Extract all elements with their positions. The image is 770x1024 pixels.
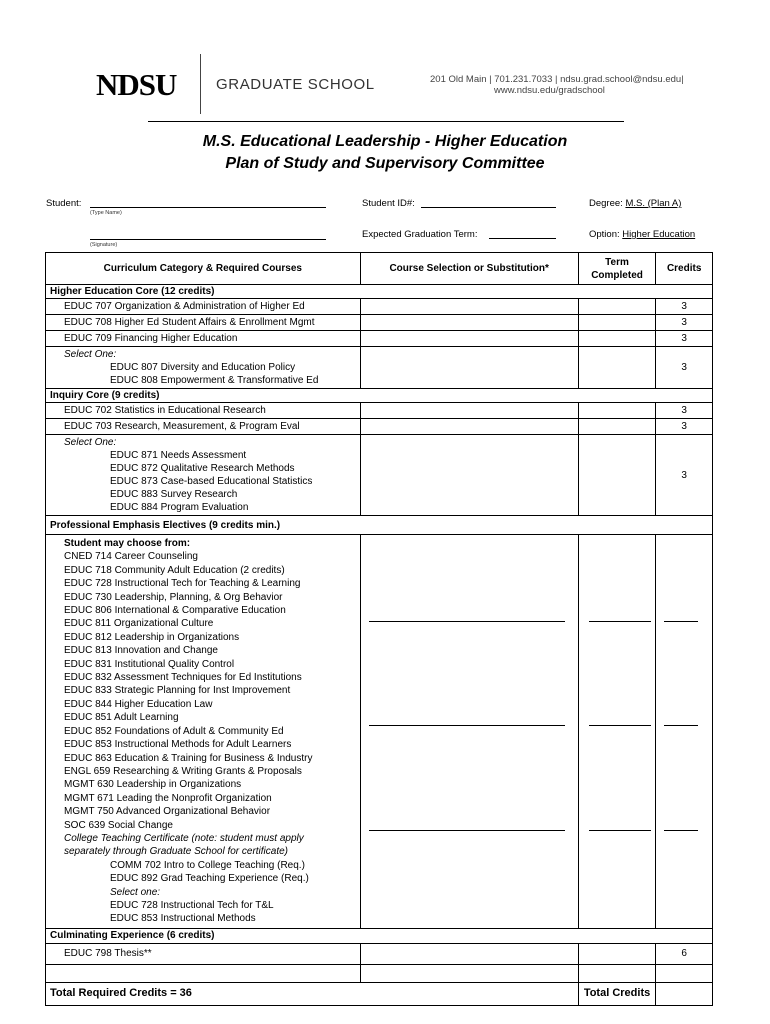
- list-item: EDUC 730 Leadership, Planning, & Org Behavior: [64, 591, 283, 603]
- empty-cell[interactable]: [578, 964, 656, 982]
- empty-cell[interactable]: [46, 964, 361, 982]
- elective-selection-blank-1[interactable]: [369, 621, 565, 622]
- table-row: [46, 285, 713, 299]
- course-educ-702: EDUC 702 Statistics in Educational Research: [46, 403, 361, 419]
- header-selection: Course Selection or Substitution*: [360, 253, 578, 285]
- table-row: [46, 516, 713, 535]
- list-item: EDUC 863 Education & Training for Business & Industry: [64, 752, 313, 764]
- course-educ-808: EDUC 808 Empowerment & Transformative Ed: [110, 375, 319, 386]
- header-curriculum: Curriculum Category & Required Courses: [46, 253, 361, 285]
- credits-cell: 3: [656, 419, 713, 435]
- page-subtitle: Plan of Study and Supervisory Committee: [225, 155, 545, 172]
- list-item: EDUC 728 Instructional Tech for Teaching & Learning: [64, 578, 301, 590]
- selection-cell[interactable]: [360, 347, 578, 389]
- total-credits-value[interactable]: [656, 982, 713, 1005]
- header-term: Term Completed: [578, 253, 656, 285]
- expected-grad-line[interactable]: [489, 238, 556, 239]
- selection-cell[interactable]: [360, 299, 578, 315]
- course-educ-872: EDUC 872 Qualitative Research Methods: [110, 463, 295, 474]
- core-select-cell: [46, 347, 361, 389]
- table-row: [46, 347, 713, 389]
- degree-value: M.S. (Plan A): [625, 198, 682, 209]
- credits-cell: 3: [656, 331, 713, 347]
- term-cell[interactable]: [578, 299, 656, 315]
- list-item: MGMT 630 Leadership in Organizations: [64, 779, 242, 791]
- term-cell[interactable]: [578, 403, 656, 419]
- list-item: EDUC 813 Innovation and Change: [64, 645, 218, 657]
- table-row: [46, 435, 713, 516]
- credits-cell: 3: [656, 403, 713, 419]
- elective-selection-blank-3[interactable]: [369, 830, 565, 831]
- list-item: ENGL 659 Researching & Writing Grants & Proposals: [64, 765, 302, 777]
- table-header-row: [46, 253, 713, 285]
- option-value: Higher Education: [622, 229, 696, 240]
- student-id-label: Student ID#:: [362, 198, 415, 209]
- table-row: [46, 535, 713, 929]
- elective-selection-blank-2[interactable]: [369, 725, 565, 726]
- total-required-credits: Total Required Credits = 36: [46, 982, 579, 1005]
- selection-cell[interactable]: [360, 403, 578, 419]
- degree-field: [589, 198, 681, 209]
- course-comm-702: COMM 702 Intro to College Teaching (Req.): [110, 859, 305, 871]
- list-item: EDUC 851 Adult Learning: [64, 712, 179, 724]
- electives-intro: Student may choose from:: [64, 538, 191, 549]
- course-educ-798: EDUC 798 Thesis**: [46, 943, 361, 964]
- list-item: EDUC 806 International & Comparative Education: [64, 605, 286, 617]
- table-row: [46, 315, 713, 331]
- expected-grad-label: Expected Graduation Term:: [362, 229, 478, 240]
- elective-credits-blank-2[interactable]: [664, 725, 698, 726]
- elective-credits-cell[interactable]: [656, 535, 713, 929]
- totals-row: [46, 982, 713, 1005]
- core-select-label: Select One:: [64, 349, 117, 360]
- cert-note-1: College Teaching Certificate (note: student must apply: [64, 832, 304, 844]
- course-educ-884: EDUC 884 Program Evaluation: [110, 502, 249, 513]
- course-educ-807: EDUC 807 Diversity and Education Policy: [110, 362, 296, 373]
- selection-cell[interactable]: [360, 419, 578, 435]
- list-item: EDUC 833 Strategic Planning for Inst Improvement: [64, 685, 291, 697]
- graduate-school-label: GRADUATE SCHOOL: [216, 76, 375, 93]
- electives-course-list: [46, 550, 356, 832]
- student-id-line[interactable]: [421, 207, 556, 208]
- course-educ-873: EDUC 873 Case-based Educational Statistics: [110, 476, 313, 487]
- electives-list-cell: [46, 535, 361, 929]
- list-item: EDUC 852 Foundations of Adult & Community Ed: [64, 725, 284, 737]
- electives-category: Professional Emphasis Electives (9 credits min.): [46, 516, 713, 535]
- elective-credits-blank-3[interactable]: [664, 830, 698, 831]
- list-item: MGMT 750 Advanced Organizational Behavior: [64, 806, 271, 818]
- total-credits-label: Total Credits: [578, 982, 656, 1005]
- cert-select-label: Select one:: [110, 886, 161, 898]
- cert-note-2: separately through Graduate School for certificate): [64, 846, 289, 858]
- empty-cell[interactable]: [360, 964, 578, 982]
- logo-divider: [200, 54, 201, 114]
- credits-cell: 3: [656, 435, 713, 516]
- elective-selection-cell[interactable]: [360, 535, 578, 929]
- list-item: EDUC 811 Organizational Culture: [64, 618, 214, 630]
- term-cell[interactable]: [578, 315, 656, 331]
- contact-line-1: 201 Old Main | 701.231.7033 | ndsu.grad.school@ndsu.edu|: [430, 74, 684, 85]
- list-item: MGMT 671 Leading the Nonprofit Organization: [64, 792, 272, 804]
- table-row: [46, 389, 713, 403]
- table-row: [46, 943, 713, 964]
- list-item: EDUC 812 Leadership in Organizations: [64, 631, 240, 643]
- course-educ-892: EDUC 892 Grad Teaching Experience (Req.): [110, 873, 309, 885]
- list-item: EDUC 831 Institutional Quality Control: [64, 658, 235, 670]
- course-educ-871: EDUC 871 Needs Assessment: [110, 450, 247, 461]
- student-signature-line[interactable]: [90, 239, 326, 240]
- inquiry-category: Inquiry Core (9 credits): [46, 389, 713, 403]
- core-category: Higher Education Core (12 credits): [46, 285, 713, 299]
- credits-cell: 3: [656, 299, 713, 315]
- list-item: EDUC 844 Higher Education Law: [64, 698, 213, 710]
- selection-cell[interactable]: [360, 315, 578, 331]
- credits-cell: 6: [656, 943, 713, 964]
- term-cell[interactable]: [578, 331, 656, 347]
- option-label: Option:: [589, 229, 620, 240]
- elective-term-cell[interactable]: [578, 535, 656, 929]
- empty-cell[interactable]: [656, 964, 713, 982]
- course-educ-707: EDUC 707 Organization & Administration of Higher Ed: [46, 299, 361, 315]
- table-row: [46, 299, 713, 315]
- credits-cell: 3: [656, 347, 713, 389]
- header-credits: Credits: [656, 253, 713, 285]
- course-educ-883: EDUC 883 Survey Research: [110, 489, 238, 500]
- plan-of-study-table: [45, 252, 713, 1006]
- course-educ-708: EDUC 708 Higher Ed Student Affairs & Enrollment Mgmt: [46, 315, 361, 331]
- table-row: [46, 928, 713, 943]
- header-rule: [148, 121, 624, 122]
- ndsu-logo: NDSU: [96, 67, 177, 102]
- culminating-category: Culminating Experience (6 credits): [46, 928, 713, 943]
- term-cell[interactable]: [578, 347, 656, 389]
- page-title: M.S. Educational Leadership - Higher Education: [202, 133, 568, 150]
- option-field: [589, 229, 695, 240]
- list-item: SOC 639 Social Change: [64, 819, 173, 831]
- table-row: [46, 331, 713, 347]
- credits-cell: 3: [656, 315, 713, 331]
- course-educ-703: EDUC 703 Research, Measurement, & Program Eval: [46, 419, 361, 435]
- elective-term-blank-1[interactable]: [589, 621, 651, 622]
- term-cell[interactable]: [578, 435, 656, 516]
- selection-cell[interactable]: [360, 435, 578, 516]
- list-item: CNED 714 Career Counseling: [64, 551, 198, 563]
- list-item: EDUC 832 Assessment Techniques for Ed Institutions: [64, 672, 302, 684]
- elective-credits-blank-1[interactable]: [664, 621, 698, 622]
- type-name-hint: (Type Name): [90, 210, 122, 216]
- contact-info: [430, 74, 684, 96]
- elective-term-blank-3[interactable]: [589, 830, 651, 831]
- table-row: [46, 419, 713, 435]
- signature-hint: (Signature): [90, 242, 118, 248]
- table-row: [46, 964, 713, 982]
- table-row: [46, 403, 713, 419]
- course-educ-728-tl: EDUC 728 Instructional Tech for T&L: [110, 899, 274, 911]
- student-name-line[interactable]: [90, 207, 326, 208]
- list-item: EDUC 853 Instructional Methods for Adult Learners: [64, 739, 292, 751]
- course-educ-853-im: EDUC 853 Instructional Methods: [110, 913, 256, 925]
- term-cell[interactable]: [578, 419, 656, 435]
- elective-term-blank-2[interactable]: [589, 725, 651, 726]
- selection-cell[interactable]: [360, 331, 578, 347]
- inquiry-select-label: Select One:: [64, 437, 117, 448]
- student-label: Student:: [46, 198, 82, 209]
- selection-cell[interactable]: [360, 943, 578, 964]
- degree-label: Degree:: [589, 198, 623, 209]
- term-cell[interactable]: [578, 943, 656, 964]
- list-item: EDUC 718 Community Adult Education (2 credits): [64, 564, 285, 576]
- course-educ-709: EDUC 709 Financing Higher Education: [46, 331, 361, 347]
- contact-line-2: www.ndsu.edu/gradschool: [494, 85, 605, 96]
- inquiry-select-cell: [46, 435, 361, 516]
